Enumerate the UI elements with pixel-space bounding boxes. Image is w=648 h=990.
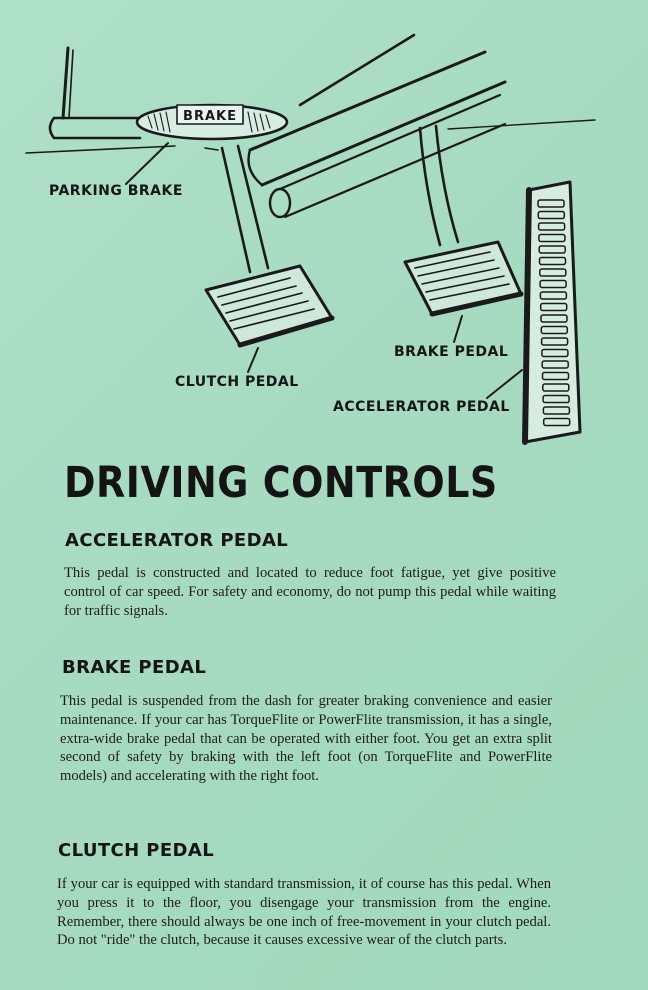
heading-brake-pedal: BRAKE PEDAL	[62, 657, 207, 678]
paragraph-clutch-pedal: If your car is equipped with standard transmission, it of course has this pedal. When you press it to the floor, you disengage your transmission from the engine. Remember, there should always be one inch of free-movement in your clutch pedal. Do not "ride" the clutch, because it causes excessive wear of the clutch parts.	[57, 876, 551, 949]
pivot-bolt	[270, 189, 290, 217]
brake-pedal-pad	[405, 242, 521, 314]
callout-brake-pedal: BRAKE PEDAL	[394, 344, 509, 360]
callout-accelerator-pedal: ACCELERATOR PEDAL	[333, 399, 510, 415]
clutch-pedal-pad	[206, 266, 332, 345]
parking-brake-shaft	[50, 118, 140, 138]
callout-clutch-pedal: CLUTCH PEDAL	[175, 374, 299, 390]
page-title: DRIVING CONTROLS	[64, 458, 498, 508]
clutch-arm	[222, 148, 250, 272]
paragraph-brake-pedal: This pedal is suspended from the dash for greater braking convenience and easier maintenance. If your car has TorqueFlite or PowerFlite transmission, it has a single, extra-wide brake pedal that can be operated with either foot. You get an extra split second of safety by braking with the left foot (on TorqueFlite and PowerFlite models) and accelerating with the right foot.	[60, 693, 552, 785]
brace-lower	[262, 82, 505, 185]
paragraph-accelerator-pedal: This pedal is constructed and located to reduce foot fatigue, yet give positive control of car speed. For safety and economy, do not pump this pedal while waiting for traffic signals.	[64, 565, 556, 619]
pedal-illustration	[0, 0, 648, 450]
dash-line	[26, 146, 175, 153]
firewall-edge	[300, 35, 414, 105]
brake-plate-text: BRAKE	[183, 109, 237, 124]
callout-parking-brake: PARKING BRAKE	[49, 183, 183, 199]
parking-brake-rod	[63, 48, 68, 118]
heading-clutch-pedal: CLUTCH PEDAL	[58, 840, 215, 861]
brace-upper	[250, 52, 485, 150]
heading-accelerator-pedal: ACCELERATOR PEDAL	[65, 530, 289, 551]
dash-line-right	[448, 120, 595, 129]
